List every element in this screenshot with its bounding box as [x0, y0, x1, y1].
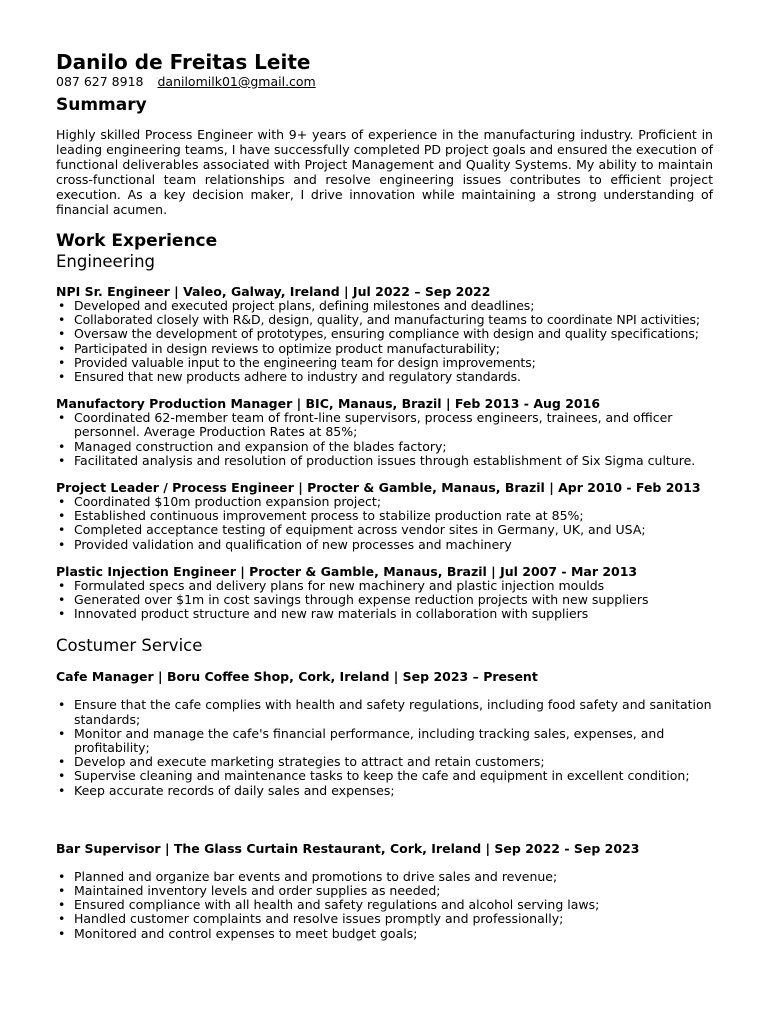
- list-item: • Collaborated closely with R&D, design, quality, and manufacturing teams to coordinate NPI activities;: [56, 313, 716, 327]
- engineering-heading: Engineering: [56, 252, 155, 271]
- list-item: • Developed and executed project plans, defining milestones and deadlines;: [56, 299, 716, 313]
- list-item: • Maintained inventory levels and order supplies as needed;: [56, 884, 716, 898]
- job-bullets: [56, 698, 716, 797]
- list-item: • Established continuous improvement process to stabilize production rate at 85%;: [56, 509, 716, 523]
- job-title: Manufactory Production Manager | BIC, Manaus, Brazil | Feb 2013 - Aug 2016: [56, 396, 601, 412]
- list-item: • Generated over $1m in cost savings through expense reduction projects with new suppliers: [56, 593, 716, 607]
- contact-line: [56, 74, 716, 90]
- customer-service-heading: Costumer Service: [56, 636, 203, 656]
- list-item: • Monitor and manage the cafe's financial performance, including tracking sales, expenses, and profitability;: [56, 727, 716, 755]
- list-item: • Managed construction and expansion of the blades factory;: [56, 440, 716, 454]
- list-item: • Provided valuable input to the engineering team for design improvements;: [56, 356, 716, 370]
- resume-page: [56, 50, 716, 941]
- email-link[interactable]: danilomilk01@gmail.com: [157, 74, 316, 89]
- list-item: • Handled customer complaints and resolve issues promptly and professionally;: [56, 912, 716, 926]
- job-title: Plastic Injection Engineer | Procter & Gamble, Manaus, Brazil | Jul 2007 - Mar 2013: [56, 563, 638, 579]
- list-item: • Innovated product structure and new raw materials in collaboration with suppliers: [56, 607, 716, 621]
- list-item: • Completed acceptance testing of equipment across vendor sites in Germany, UK, and USA;: [56, 523, 716, 537]
- list-item: • Oversaw the development of prototypes, ensuring compliance with design and quality specifications;: [56, 327, 716, 341]
- list-item: • Participated in design reviews to optimize product manufacturability;: [56, 342, 716, 356]
- list-item: • Provided validation and qualification of new processes and machinery: [56, 538, 716, 552]
- job-title: NPI Sr. Engineer | Valeo, Galway, Ireland | Jul 2022 – Sep 2022: [56, 284, 491, 299]
- list-item: • Coordinated $10m production expansion project;: [56, 495, 716, 509]
- list-item: • Ensured compliance with all health and safety regulations and alcohol serving laws;: [56, 898, 716, 912]
- work-experience-heading: Work Experience: [56, 231, 218, 251]
- job-bullets: [56, 299, 716, 384]
- list-item: • Develop and execute marketing strategies to attract and retain customers;: [56, 755, 716, 769]
- job-title: Project Leader / Process Engineer | Procter & Gamble, Manaus, Brazil | Apr 2010 - Feb 2013: [56, 480, 701, 496]
- list-item: • Supervise cleaning and maintenance tasks to keep the cafe and equipment in excellent condition;: [56, 769, 716, 783]
- list-item: • Formulated specs and delivery plans for new machinery and plastic injection moulds: [56, 579, 716, 593]
- job-bullets: [56, 579, 716, 622]
- summary-text: Highly skilled Process Engineer with 9+ years of experience in the manufacturing industry. Proficient in leading engineering teams, I have successfully completed PD project goals and ensured the execution of functional deliverables associated with Project Management and Quality Systems. My ability to maintain cross-functional team relationships and resolve engineering issues contributes to efficient project execution. As a key decision maker, I drive innovation while maintaining a strong understanding of financial acumen.: [56, 127, 713, 217]
- job-bullets: [56, 411, 716, 468]
- list-item: • Keep accurate records of daily sales and expenses;: [56, 784, 716, 798]
- list-item: • Coordinated 62-member team of front-line supervisors, process engineers, trainees, and officer personnel. Average Production Rates at 85%;: [56, 411, 716, 439]
- job-bullets: [56, 495, 716, 552]
- list-item: • Monitored and control expenses to meet budget goals;: [56, 927, 716, 941]
- job-title: Bar Supervisor | The Glass Curtain Restaurant, Cork, Ireland | Sep 2022 - Sep 2023: [56, 840, 640, 856]
- list-item: • Ensured that new products adhere to industry and regulatory standards.: [56, 370, 716, 384]
- summary-heading: Summary: [56, 95, 147, 115]
- job-bullets: [56, 870, 716, 941]
- phone-number: 087 627 8918: [56, 74, 144, 89]
- list-item: • Planned and organize bar events and promotions to drive sales and revenue;: [56, 870, 716, 884]
- job-title: Cafe Manager | Boru Coffee Shop, Cork, Ireland | Sep 2023 – Present: [56, 669, 538, 685]
- list-item: • Ensure that the cafe complies with health and safety regulations, including food safety and sanitation standards;: [56, 698, 716, 726]
- candidate-name: Danilo de Freitas Leite: [56, 50, 311, 74]
- list-item: • Facilitated analysis and resolution of production issues through establishment of Six Sigma culture.: [56, 454, 716, 468]
